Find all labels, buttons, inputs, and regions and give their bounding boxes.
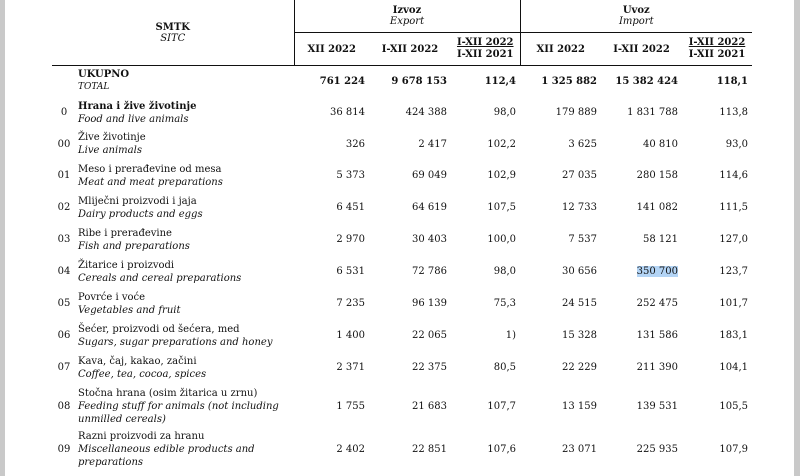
row-name-en: Sugars, sugar preparations and honey bbox=[78, 336, 273, 348]
cell-value: 5 373 bbox=[336, 170, 365, 181]
cell-value: 139 531 bbox=[636, 400, 679, 412]
row-code: 02 bbox=[57, 202, 71, 213]
row-name-hr: Šećer, proizvodi od šećera, med bbox=[78, 323, 240, 335]
cell-value: 22 375 bbox=[412, 362, 447, 373]
header-export-en: Export bbox=[389, 16, 425, 27]
cell-value: 2 417 bbox=[418, 138, 447, 150]
cell-value: 424 388 bbox=[405, 107, 447, 118]
cell-value: 102,9 bbox=[487, 170, 517, 181]
row-name-en: Feeding stuff for animals (not including unmilled cereals) bbox=[78, 400, 279, 425]
row-name bbox=[76, 352, 294, 384]
cell-exp-month bbox=[294, 224, 369, 256]
header-export bbox=[294, 0, 520, 33]
cell-value: 64 619 bbox=[412, 202, 447, 213]
cell-imp-cum bbox=[601, 288, 682, 320]
cell-value: 96 139 bbox=[412, 298, 447, 309]
cell-value: 21 683 bbox=[412, 400, 447, 412]
cell-value: 1 400 bbox=[336, 330, 365, 341]
row-name-hr: Ribe i prerađevine bbox=[78, 227, 172, 239]
row-code: 00 bbox=[57, 138, 71, 150]
cell-value: 107,7 bbox=[487, 400, 517, 412]
cell-imp-cum bbox=[601, 129, 682, 160]
row-name-en: Cereals and cereal preparations bbox=[78, 272, 242, 284]
cell-value: 2 970 bbox=[336, 234, 365, 245]
cell-value: 23 071 bbox=[562, 444, 598, 455]
cell-value: 280 158 bbox=[636, 170, 679, 181]
header-import-index-bottom: I-XII 2021 bbox=[688, 49, 746, 60]
left-frame bbox=[0, 0, 5, 476]
row-name bbox=[76, 384, 294, 429]
table-row bbox=[52, 384, 752, 429]
cell-value: 7 235 bbox=[336, 298, 365, 309]
total-name-hr: UKUPNO bbox=[78, 69, 130, 81]
cell-value: 225 935 bbox=[636, 444, 679, 455]
cell-imp-month bbox=[520, 160, 601, 192]
cell-value: 13 159 bbox=[562, 400, 598, 412]
table-row bbox=[52, 429, 752, 471]
cell-value: 98,0 bbox=[493, 266, 517, 277]
row-name-hr: Mliječni proizvodi i jaja bbox=[78, 195, 197, 207]
cell-exp-cum bbox=[369, 129, 451, 160]
cell-value: 1 755 bbox=[336, 400, 365, 412]
cell-imp-idx bbox=[682, 256, 752, 288]
cell-exp-cum bbox=[369, 256, 451, 288]
cell-exp-cum bbox=[369, 384, 451, 429]
cell-imp-cum bbox=[601, 224, 682, 256]
header-smtk bbox=[52, 0, 294, 66]
cell-value: 131 586 bbox=[636, 330, 679, 341]
total-row bbox=[52, 66, 752, 97]
cell-value: 105,5 bbox=[719, 400, 749, 412]
cell-value: 93,0 bbox=[725, 138, 749, 150]
cell-imp-cum bbox=[601, 97, 682, 129]
table-row bbox=[52, 97, 752, 129]
cell-value: 211 390 bbox=[636, 362, 679, 373]
table-row bbox=[52, 288, 752, 320]
row-name-en: Coffee, tea, cocoa, spices bbox=[78, 368, 207, 380]
cell-value: 75,3 bbox=[493, 298, 517, 309]
cell-value: 69 049 bbox=[412, 170, 447, 181]
table-row bbox=[52, 192, 752, 224]
cell-exp-idx bbox=[451, 288, 520, 320]
cell-value: 123,7 bbox=[719, 266, 749, 277]
row-name bbox=[76, 320, 294, 352]
cell-imp-cum bbox=[601, 429, 682, 471]
row-name bbox=[76, 429, 294, 471]
header-import-index bbox=[682, 33, 752, 66]
cell-imp-month bbox=[520, 384, 601, 429]
table-row bbox=[52, 224, 752, 256]
row-code: 06 bbox=[57, 330, 71, 341]
cell-exp-idx bbox=[451, 224, 520, 256]
cell-exp-month bbox=[294, 352, 369, 384]
row-name-en: Live animals bbox=[78, 145, 142, 156]
cell-value: 141 082 bbox=[636, 202, 679, 213]
cell-value: 179 889 bbox=[555, 107, 598, 118]
cell-exp-cum bbox=[369, 97, 451, 129]
cell-exp-cum bbox=[369, 320, 451, 352]
cell-value: 30 656 bbox=[562, 266, 598, 277]
cell-exp-month bbox=[294, 384, 369, 429]
cell-value: 6 451 bbox=[336, 202, 365, 213]
cell-exp-idx bbox=[451, 320, 520, 352]
cell-value: 107,9 bbox=[719, 444, 749, 455]
row-name-en: Miscellaneous edible products and preparations bbox=[78, 444, 255, 468]
row-name-en: Fish and preparations bbox=[78, 240, 190, 252]
total-imp-idx: 118,1 bbox=[716, 75, 749, 87]
cell-imp-cum bbox=[601, 256, 682, 288]
cell-imp-month bbox=[520, 320, 601, 352]
header-import-index-top: I-XII 2022 bbox=[688, 37, 746, 48]
cell-value: 3 625 bbox=[568, 138, 598, 150]
cell-value: 22 229 bbox=[562, 362, 598, 373]
cell-value: 101,7 bbox=[719, 298, 749, 309]
cell-imp-month bbox=[520, 97, 601, 129]
cell-exp-cum bbox=[369, 352, 451, 384]
cell-value: 114,6 bbox=[719, 170, 749, 181]
cell-imp-idx bbox=[682, 129, 752, 160]
row-name bbox=[76, 256, 294, 288]
cell-imp-cum bbox=[601, 160, 682, 192]
cell-imp-cum bbox=[601, 384, 682, 429]
row-code: 03 bbox=[57, 234, 71, 245]
cell-imp-month bbox=[520, 129, 601, 160]
cell-imp-idx bbox=[682, 192, 752, 224]
row-name-hr: Žitarice i proizvodi bbox=[78, 259, 175, 271]
row-code: 05 bbox=[57, 298, 71, 309]
cell-value: 22 065 bbox=[412, 330, 447, 341]
row-code: 0 bbox=[60, 107, 68, 118]
cell-exp-month bbox=[294, 192, 369, 224]
row-code: 04 bbox=[57, 266, 71, 277]
header-sitc-label: SITC bbox=[160, 32, 186, 44]
cell-exp-month bbox=[294, 97, 369, 129]
row-name bbox=[76, 129, 294, 160]
cell-exp-month bbox=[294, 320, 369, 352]
cell-exp-month bbox=[294, 429, 369, 471]
cell-value: 15 328 bbox=[562, 330, 598, 341]
cell-exp-idx bbox=[451, 129, 520, 160]
cell-exp-month bbox=[294, 160, 369, 192]
cell-value: 22 851 bbox=[412, 444, 447, 455]
right-frame bbox=[794, 0, 800, 476]
cell-value: 111,5 bbox=[719, 202, 749, 213]
cell-imp-idx bbox=[682, 429, 752, 471]
header-smtk-label: SMTK bbox=[155, 21, 190, 33]
cell-exp-month bbox=[294, 129, 369, 160]
cell-value: 326 bbox=[345, 138, 365, 150]
cell-value: 27 035 bbox=[562, 170, 598, 181]
cell-value: 127,0 bbox=[719, 234, 749, 245]
row-name bbox=[76, 224, 294, 256]
table-row bbox=[52, 160, 752, 192]
cell-imp-month bbox=[520, 256, 601, 288]
cell-imp-idx bbox=[682, 160, 752, 192]
cell-exp-cum bbox=[369, 288, 451, 320]
cell-value: 107,6 bbox=[487, 444, 517, 455]
cell-value: 58 121 bbox=[643, 234, 679, 245]
row-name bbox=[76, 160, 294, 192]
header-export-month: XII 2022 bbox=[294, 33, 369, 66]
row-name bbox=[76, 97, 294, 129]
total-imp-month: 1 325 882 bbox=[541, 75, 598, 87]
header-export-index bbox=[451, 33, 520, 66]
cell-imp-month bbox=[520, 288, 601, 320]
row-code: 01 bbox=[57, 170, 71, 181]
table-row bbox=[52, 320, 752, 352]
table-row bbox=[52, 129, 752, 160]
row-name bbox=[76, 288, 294, 320]
cell-value: 30 403 bbox=[412, 234, 447, 245]
trade-table bbox=[52, 0, 752, 471]
cell-value: 36 814 bbox=[330, 107, 365, 118]
cell-imp-idx bbox=[682, 97, 752, 129]
cell-value: 252 475 bbox=[636, 298, 679, 309]
cell-value: 98,0 bbox=[493, 107, 517, 118]
row-name-en: Meat and meat preparations bbox=[78, 176, 223, 188]
cell-exp-idx bbox=[451, 192, 520, 224]
cell-value: 24 515 bbox=[562, 298, 598, 309]
row-code: 08 bbox=[57, 400, 71, 412]
cell-value: 1 831 788 bbox=[627, 107, 679, 118]
cell-imp-idx bbox=[682, 320, 752, 352]
cell-imp-idx bbox=[682, 224, 752, 256]
cell-exp-idx bbox=[451, 256, 520, 288]
cell-value: 2 371 bbox=[336, 362, 365, 373]
cell-exp-cum bbox=[369, 192, 451, 224]
cell-exp-idx bbox=[451, 429, 520, 471]
cell-exp-idx bbox=[451, 160, 520, 192]
header-import bbox=[520, 0, 752, 33]
row-name bbox=[76, 192, 294, 224]
total-exp-cum: 9 678 153 bbox=[391, 75, 447, 87]
total-name bbox=[76, 66, 294, 97]
row-name-en: Dairy products and eggs bbox=[78, 208, 203, 220]
cell-value: 113,8 bbox=[719, 107, 749, 118]
row-name-hr: Povrće i voće bbox=[78, 291, 146, 303]
header-import-cum: I-XII 2022 bbox=[601, 33, 682, 66]
cell-value: 102,2 bbox=[487, 138, 517, 150]
row-name-en: Food and live animals bbox=[78, 113, 189, 125]
cell-value: 183,1 bbox=[719, 330, 749, 341]
cell-exp-cum bbox=[369, 429, 451, 471]
row-name-hr: Hrana i žive životinje bbox=[78, 100, 197, 112]
row-code: 09 bbox=[57, 444, 71, 455]
cell-value: 2 402 bbox=[336, 444, 365, 455]
cell-imp-month bbox=[520, 352, 601, 384]
cell-value: 100,0 bbox=[487, 234, 517, 245]
cell-imp-month bbox=[520, 429, 601, 471]
cell-imp-cum bbox=[601, 192, 682, 224]
table-row bbox=[52, 352, 752, 384]
cell-value: 104,1 bbox=[719, 362, 749, 373]
row-name-hr: Kava, čaj, kakao, začini bbox=[78, 355, 197, 367]
cell-value: 107,5 bbox=[487, 202, 517, 213]
row-name-hr: Meso i prerađevine od mesa bbox=[78, 163, 222, 175]
row-name-hr: Žive životinje bbox=[78, 132, 146, 143]
cell-exp-idx bbox=[451, 352, 520, 384]
cell-imp-month bbox=[520, 224, 601, 256]
header-export-cum: I-XII 2022 bbox=[369, 33, 451, 66]
header-import-en: Import bbox=[618, 16, 654, 27]
cell-exp-cum bbox=[369, 160, 451, 192]
total-imp-cum: 15 382 424 bbox=[615, 75, 679, 87]
cell-imp-idx bbox=[682, 288, 752, 320]
cell-value: 40 810 bbox=[643, 138, 679, 150]
row-code: 07 bbox=[57, 362, 71, 373]
cell-exp-month bbox=[294, 288, 369, 320]
total-exp-idx: 112,4 bbox=[484, 75, 517, 87]
cell-exp-idx bbox=[451, 97, 520, 129]
row-name-en: Vegetables and fruit bbox=[78, 304, 181, 316]
cell-value: 72 786 bbox=[412, 266, 447, 277]
cell-exp-month bbox=[294, 256, 369, 288]
cell-value: 80,5 bbox=[493, 362, 517, 373]
cell-imp-idx bbox=[682, 384, 752, 429]
header-import-month: XII 2022 bbox=[520, 33, 601, 66]
cell-value: 12 733 bbox=[562, 202, 598, 213]
header-export-index-bottom: I-XII 2021 bbox=[456, 49, 514, 60]
cell-imp-cum bbox=[601, 352, 682, 384]
header-import-label: Uvoz bbox=[622, 5, 650, 16]
cell-value: 7 537 bbox=[568, 234, 598, 245]
total-exp-month: 761 224 bbox=[319, 75, 365, 87]
row-name-hr: Razni proizvodi za hranu bbox=[78, 431, 205, 442]
cell-imp-idx bbox=[682, 352, 752, 384]
row-name-hr: Stočna hrana (osim žitarica u zrnu) bbox=[78, 387, 258, 399]
table-row bbox=[52, 256, 752, 288]
cell-exp-idx bbox=[451, 384, 520, 429]
cell-value: 6 531 bbox=[336, 266, 365, 277]
total-name-en: TOTAL bbox=[78, 82, 110, 93]
header-export-label: Izvoz bbox=[392, 5, 422, 16]
cell-value: 1) bbox=[505, 330, 517, 341]
cell-imp-cum bbox=[601, 320, 682, 352]
header-export-index-top: I-XII 2022 bbox=[456, 37, 514, 48]
cell-imp-month bbox=[520, 192, 601, 224]
cell-exp-cum bbox=[369, 224, 451, 256]
cell-value: 350 700 bbox=[636, 266, 679, 277]
